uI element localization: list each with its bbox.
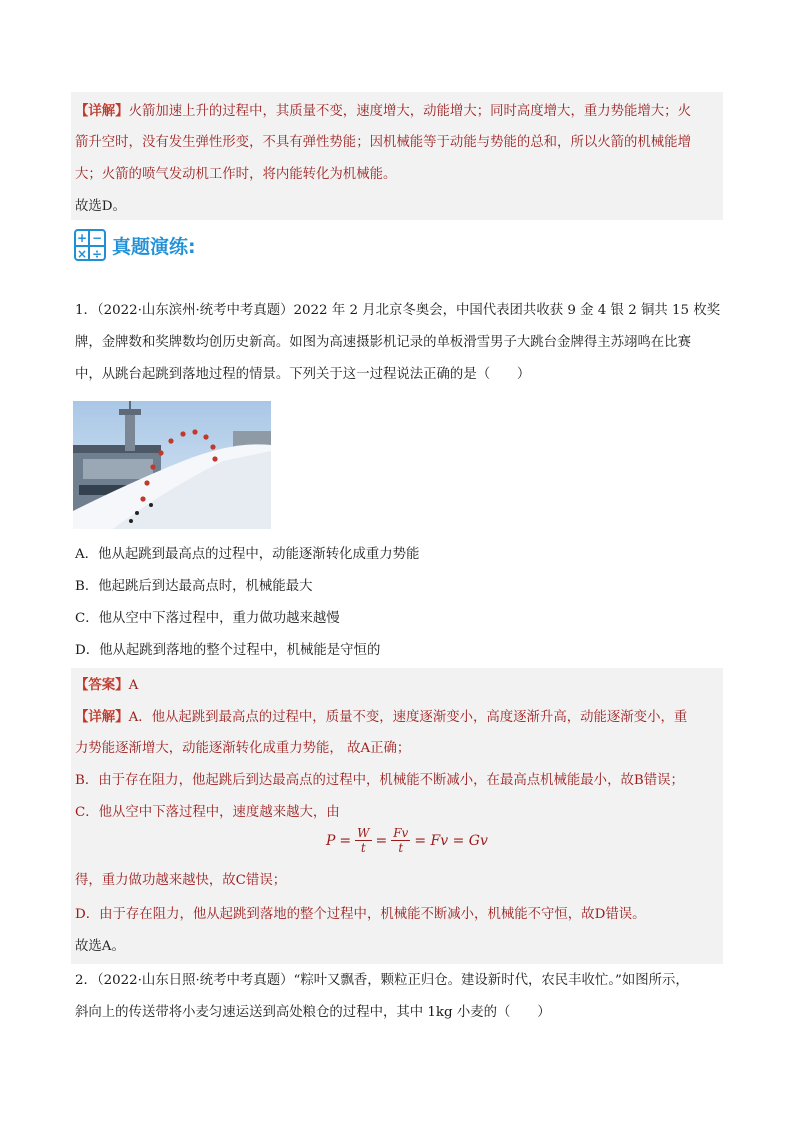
formula-fv: Fv bbox=[393, 826, 409, 840]
q1-option-a: A．他从起跳到最高点的过程中，动能逐渐转化成重力势能 bbox=[75, 547, 420, 562]
power-formula: P = $\frac{W}{t}$ = $\frac{Fv}{t}$ = Fv = Gv bbox=[326, 826, 488, 855]
section-title-text: 真题演练: bbox=[112, 235, 196, 258]
section-title bbox=[74, 228, 196, 262]
q1-detail-c2: 得，重力做功越来越快，故C错误； bbox=[75, 873, 287, 888]
detail-conclusion: 故选D。 bbox=[75, 199, 126, 214]
q1-answer bbox=[75, 676, 138, 695]
formula-t2: t bbox=[398, 841, 404, 855]
q1-detail-b: B．由于存在阻力，他起跳后到达最高点的过程中，机械能不断减小，在最高点机械能最小，故B错误； bbox=[75, 773, 684, 788]
detail-line-2: 箭升空时，没有发生弹性形变，不具有弹性势能；因机械能等于动能与势能的总和，所以火箭的机械能增 bbox=[75, 135, 691, 150]
q1-detail-d: D．由于存在阻力，他从起跳到落地的整个过程中，机械能不断减小，机械能不守恒，故D错误。 bbox=[75, 907, 646, 922]
formula-w: W bbox=[357, 826, 370, 840]
detail-text: 火箭加速上升的过程中，其质量不变，速度增大，动能增大；同时高度增大，重力势能增大；火 bbox=[128, 104, 691, 119]
q1-detail-a1 bbox=[75, 708, 687, 727]
q1-detail-c1: C．他从空中下落过程中，速度越来越大，由 bbox=[75, 805, 340, 820]
formula-rest: = Fv = Gv bbox=[414, 832, 488, 849]
q1-line-1: 1．（2022·山东滨州·统考中考真题）2022 年 2 月北京冬奥会，中国代表团共收获 9 金 4 银 2 铜共 15 枚奖 bbox=[75, 303, 721, 318]
q1-line-2: 牌，金牌数和奖牌数均创历史新高。如图为高速摄影机记录的单板滑雪男子大跳台金牌得主苏翊鸣在比赛 bbox=[75, 335, 691, 350]
q1-conclusion: 故选A。 bbox=[75, 939, 125, 954]
snowboard-jump-photo bbox=[73, 401, 271, 529]
detail-line-1 bbox=[75, 102, 691, 121]
formula-p: P bbox=[326, 832, 336, 849]
answer-value: A bbox=[128, 678, 139, 693]
q2-line-2: 斜向上的传送带将小麦匀速运送到高处粮仓的过程中，其中 1kg 小麦的（ ） bbox=[75, 1005, 551, 1020]
minus-glyph: − bbox=[91, 231, 103, 245]
q1-option-d: D．他从起跳到落地的整个过程中，机械能是守恒的 bbox=[75, 643, 381, 658]
detail-line-3: 大；火箭的喷气发动机工作时，将内能转化为机械能。 bbox=[75, 167, 397, 182]
times-glyph: × bbox=[76, 247, 90, 261]
plus-glyph: + bbox=[76, 231, 90, 247]
q1-detail-a2: 力势能逐渐增大，动能逐渐转化成重力势能， 故A正确； bbox=[75, 741, 411, 756]
detail-tag: 【详解】 bbox=[75, 709, 129, 725]
formula-t: t bbox=[360, 841, 366, 855]
detail-text: A．他从起跳到最高点的过程中，质量不变，速度逐渐变小，高度逐渐升高，动能逐渐变小，重 bbox=[128, 710, 688, 725]
answer-tag: 【答案】 bbox=[75, 677, 129, 693]
detail-tag: 【详解】 bbox=[75, 103, 129, 119]
q1-line-3: 中，从跳台起跳到落地过程的情景。下列关于这一过程说法正确的是（ ） bbox=[75, 367, 531, 382]
q1-option-b: B．他起跳后到达最高点时，机械能最大 bbox=[75, 579, 313, 594]
divide-glyph: ÷ bbox=[91, 247, 103, 261]
q1-option-c: C．他从空中下落过程中，重力做功越来越慢 bbox=[75, 611, 340, 626]
q2-line-1: 2．（2022·山东日照·统考中考真题）“粽叶又飘香，颗粒正归仓。建设新时代，农民丰收忙。”如图所示， bbox=[75, 973, 689, 988]
calculator-icon bbox=[74, 229, 106, 261]
